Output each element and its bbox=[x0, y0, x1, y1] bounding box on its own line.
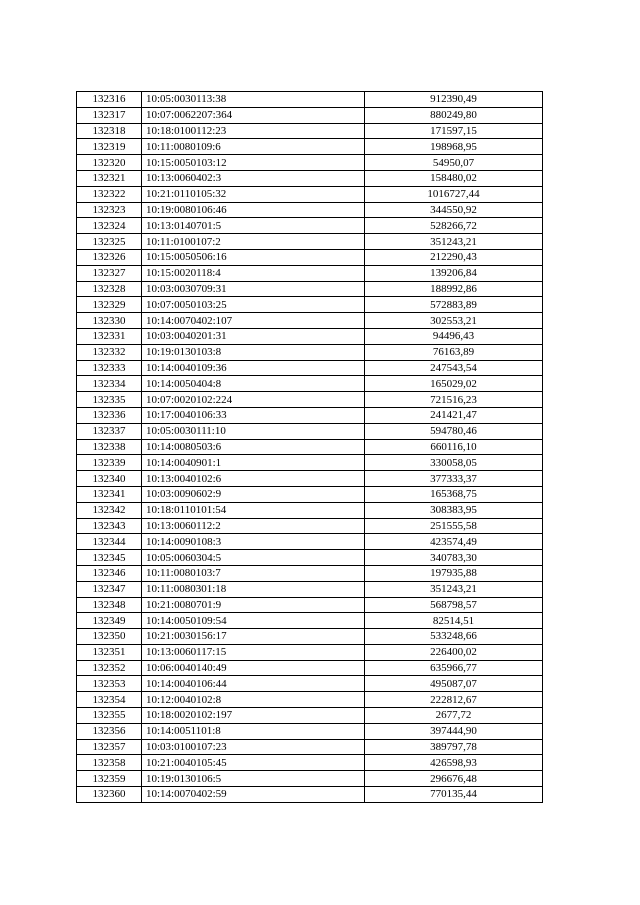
table-row bbox=[77, 249, 543, 265]
table-row bbox=[77, 739, 543, 755]
amount-cell: 770135,44 bbox=[365, 787, 543, 803]
row-id-cell: 132320 bbox=[77, 155, 142, 171]
row-id-cell: 132324 bbox=[77, 218, 142, 234]
table-row bbox=[77, 502, 543, 518]
row-id-cell: 132353 bbox=[77, 676, 142, 692]
cadastral-number-cell: 10:15:0050103:12 bbox=[142, 155, 365, 171]
table-row bbox=[77, 360, 543, 376]
table-row bbox=[77, 455, 543, 471]
table-row bbox=[77, 186, 543, 202]
amount-cell: 340783,30 bbox=[365, 550, 543, 566]
cadastral-number-cell: 10:19:0080106:46 bbox=[142, 202, 365, 218]
cadastral-number-cell: 10:13:0140701:5 bbox=[142, 218, 365, 234]
row-id-cell: 132317 bbox=[77, 107, 142, 123]
cadastral-number-cell: 10:07:0062207:364 bbox=[142, 107, 365, 123]
amount-cell: 198968,95 bbox=[365, 139, 543, 155]
row-id-cell: 132346 bbox=[77, 565, 142, 581]
table-row bbox=[77, 676, 543, 692]
amount-cell: 423574,49 bbox=[365, 534, 543, 550]
cadastral-number-cell: 10:12:0040102:8 bbox=[142, 692, 365, 708]
cadastral-number-cell: 10:06:0040140:49 bbox=[142, 660, 365, 676]
table-row bbox=[77, 407, 543, 423]
row-id-cell: 132330 bbox=[77, 313, 142, 329]
cadastral-number-cell: 10:05:0030113:38 bbox=[142, 92, 365, 108]
amount-cell: 212290,43 bbox=[365, 249, 543, 265]
table-row bbox=[77, 202, 543, 218]
row-id-cell: 132338 bbox=[77, 439, 142, 455]
cadastral-number-cell: 10:15:0050506:16 bbox=[142, 249, 365, 265]
row-id-cell: 132334 bbox=[77, 376, 142, 392]
row-id-cell: 132358 bbox=[77, 755, 142, 771]
amount-cell: 660116,10 bbox=[365, 439, 543, 455]
row-id-cell: 132345 bbox=[77, 550, 142, 566]
amount-cell: 296676,48 bbox=[365, 771, 543, 787]
row-id-cell: 132357 bbox=[77, 739, 142, 755]
row-id-cell: 132316 bbox=[77, 92, 142, 108]
row-id-cell: 132323 bbox=[77, 202, 142, 218]
table-row bbox=[77, 313, 543, 329]
cadastral-number-cell: 10:14:0050404:8 bbox=[142, 376, 365, 392]
row-id-cell: 132325 bbox=[77, 234, 142, 250]
cadastral-number-cell: 10:19:0130106:5 bbox=[142, 771, 365, 787]
cadastral-number-cell: 10:14:0040106:44 bbox=[142, 676, 365, 692]
amount-cell: 308383,95 bbox=[365, 502, 543, 518]
table-row bbox=[77, 708, 543, 724]
row-id-cell: 132349 bbox=[77, 613, 142, 629]
cadastral-number-cell: 10:07:0050103:25 bbox=[142, 297, 365, 313]
table-row bbox=[77, 328, 543, 344]
cadastral-number-cell: 10:14:0040109:36 bbox=[142, 360, 365, 376]
table-row bbox=[77, 723, 543, 739]
row-id-cell: 132336 bbox=[77, 407, 142, 423]
row-id-cell: 132342 bbox=[77, 502, 142, 518]
table-body bbox=[77, 92, 543, 803]
amount-cell: 880249,80 bbox=[365, 107, 543, 123]
cadastral-number-cell: 10:13:0060112:2 bbox=[142, 518, 365, 534]
table-row bbox=[77, 139, 543, 155]
row-id-cell: 132331 bbox=[77, 328, 142, 344]
cadastral-number-cell: 10:21:0030156:17 bbox=[142, 629, 365, 645]
amount-cell: 94496,43 bbox=[365, 328, 543, 344]
row-id-cell: 132344 bbox=[77, 534, 142, 550]
table-row bbox=[77, 297, 543, 313]
row-id-cell: 132350 bbox=[77, 629, 142, 645]
cadastral-number-cell: 10:07:0020102:224 bbox=[142, 392, 365, 408]
table-row bbox=[77, 660, 543, 676]
cadastral-number-cell: 10:14:0070402:107 bbox=[142, 313, 365, 329]
table-row bbox=[77, 613, 543, 629]
amount-cell: 351243,21 bbox=[365, 234, 543, 250]
cadastral-number-cell: 10:03:0040201:31 bbox=[142, 328, 365, 344]
amount-cell: 158480,02 bbox=[365, 170, 543, 186]
table-row bbox=[77, 234, 543, 250]
table-row bbox=[77, 644, 543, 660]
amount-cell: 721516,23 bbox=[365, 392, 543, 408]
row-id-cell: 132332 bbox=[77, 344, 142, 360]
amount-cell: 594780,46 bbox=[365, 423, 543, 439]
cadastral-number-cell: 10:14:0050109:54 bbox=[142, 613, 365, 629]
row-id-cell: 132321 bbox=[77, 170, 142, 186]
row-id-cell: 132327 bbox=[77, 265, 142, 281]
cadastral-number-cell: 10:14:0070402:59 bbox=[142, 787, 365, 803]
table-row bbox=[77, 155, 543, 171]
amount-cell: 426598,93 bbox=[365, 755, 543, 771]
amount-cell: 251555,58 bbox=[365, 518, 543, 534]
cadastral-number-cell: 10:05:0030111:10 bbox=[142, 423, 365, 439]
table-row bbox=[77, 281, 543, 297]
cadastral-number-cell: 10:13:0040102:6 bbox=[142, 471, 365, 487]
amount-cell: 528266,72 bbox=[365, 218, 543, 234]
row-id-cell: 132340 bbox=[77, 471, 142, 487]
amount-cell: 635966,77 bbox=[365, 660, 543, 676]
table-row bbox=[77, 771, 543, 787]
table-row bbox=[77, 518, 543, 534]
amount-cell: 389797,78 bbox=[365, 739, 543, 755]
amount-cell: 139206,84 bbox=[365, 265, 543, 281]
table-row bbox=[77, 486, 543, 502]
cadastral-number-cell: 10:18:0020102:197 bbox=[142, 708, 365, 724]
row-id-cell: 132348 bbox=[77, 597, 142, 613]
row-id-cell: 132351 bbox=[77, 644, 142, 660]
row-id-cell: 132355 bbox=[77, 708, 142, 724]
amount-cell: 344550,92 bbox=[365, 202, 543, 218]
row-id-cell: 132356 bbox=[77, 723, 142, 739]
row-id-cell: 132333 bbox=[77, 360, 142, 376]
cadastral-number-cell: 10:11:0080109:6 bbox=[142, 139, 365, 155]
row-id-cell: 132341 bbox=[77, 486, 142, 502]
row-id-cell: 132329 bbox=[77, 297, 142, 313]
amount-cell: 351243,21 bbox=[365, 581, 543, 597]
amount-cell: 572883,89 bbox=[365, 297, 543, 313]
amount-cell: 495087,07 bbox=[365, 676, 543, 692]
amount-cell: 165368,75 bbox=[365, 486, 543, 502]
amount-cell: 302553,21 bbox=[365, 313, 543, 329]
row-id-cell: 132339 bbox=[77, 455, 142, 471]
cadastral-number-cell: 10:14:0040901:1 bbox=[142, 455, 365, 471]
cadastral-number-cell: 10:21:0040105:45 bbox=[142, 755, 365, 771]
amount-cell: 226400,02 bbox=[365, 644, 543, 660]
table-row bbox=[77, 92, 543, 108]
table-row bbox=[77, 376, 543, 392]
table-row bbox=[77, 123, 543, 139]
amount-cell: 76163,89 bbox=[365, 344, 543, 360]
row-id-cell: 132360 bbox=[77, 787, 142, 803]
table-row bbox=[77, 629, 543, 645]
amount-cell: 533248,66 bbox=[365, 629, 543, 645]
cadastral-number-cell: 10:11:0100107:2 bbox=[142, 234, 365, 250]
table-row bbox=[77, 471, 543, 487]
table-row bbox=[77, 550, 543, 566]
table-row bbox=[77, 692, 543, 708]
cadastral-number-cell: 10:14:0051101:8 bbox=[142, 723, 365, 739]
table-row bbox=[77, 265, 543, 281]
table-row bbox=[77, 597, 543, 613]
amount-cell: 54950,07 bbox=[365, 155, 543, 171]
amount-cell: 1016727,44 bbox=[365, 186, 543, 202]
cadastral-number-cell: 10:15:0020118:4 bbox=[142, 265, 365, 281]
row-id-cell: 132328 bbox=[77, 281, 142, 297]
row-id-cell: 132337 bbox=[77, 423, 142, 439]
table-row bbox=[77, 107, 543, 123]
amount-cell: 247543,54 bbox=[365, 360, 543, 376]
cadastral-number-cell: 10:19:0130103:8 bbox=[142, 344, 365, 360]
cadastral-number-cell: 10:03:0030709:31 bbox=[142, 281, 365, 297]
table-row bbox=[77, 344, 543, 360]
cadastral-number-cell: 10:21:0110105:32 bbox=[142, 186, 365, 202]
amount-cell: 568798,57 bbox=[365, 597, 543, 613]
amount-cell: 330058,05 bbox=[365, 455, 543, 471]
amount-cell: 377333,37 bbox=[365, 471, 543, 487]
cadastral-number-cell: 10:03:0100107:23 bbox=[142, 739, 365, 755]
row-id-cell: 132359 bbox=[77, 771, 142, 787]
amount-cell: 2677,72 bbox=[365, 708, 543, 724]
table-row bbox=[77, 565, 543, 581]
row-id-cell: 132352 bbox=[77, 660, 142, 676]
table-row bbox=[77, 439, 543, 455]
amount-cell: 171597,15 bbox=[365, 123, 543, 139]
row-id-cell: 132322 bbox=[77, 186, 142, 202]
cadastral-number-cell: 10:18:0110101:54 bbox=[142, 502, 365, 518]
table-row bbox=[77, 581, 543, 597]
cadastral-number-cell: 10:14:0090108:3 bbox=[142, 534, 365, 550]
amount-cell: 397444,90 bbox=[365, 723, 543, 739]
amount-cell: 188992,86 bbox=[365, 281, 543, 297]
amount-cell: 241421,47 bbox=[365, 407, 543, 423]
cadastral-number-cell: 10:21:0080701:9 bbox=[142, 597, 365, 613]
row-id-cell: 132318 bbox=[77, 123, 142, 139]
amount-cell: 222812,67 bbox=[365, 692, 543, 708]
cadastral-number-cell: 10:11:0080103:7 bbox=[142, 565, 365, 581]
table-row bbox=[77, 218, 543, 234]
row-id-cell: 132326 bbox=[77, 249, 142, 265]
data-table bbox=[76, 91, 543, 803]
cadastral-number-cell: 10:13:0060402:3 bbox=[142, 170, 365, 186]
cadastral-number-cell: 10:03:0090602:9 bbox=[142, 486, 365, 502]
cadastral-number-cell: 10:14:0080503:6 bbox=[142, 439, 365, 455]
row-id-cell: 132343 bbox=[77, 518, 142, 534]
amount-cell: 197935,88 bbox=[365, 565, 543, 581]
table-row bbox=[77, 755, 543, 771]
cadastral-number-cell: 10:11:0080301:18 bbox=[142, 581, 365, 597]
cadastral-number-cell: 10:18:0100112:23 bbox=[142, 123, 365, 139]
table-row bbox=[77, 170, 543, 186]
amount-cell: 912390,49 bbox=[365, 92, 543, 108]
cadastral-number-cell: 10:17:0040106:33 bbox=[142, 407, 365, 423]
cadastral-number-cell: 10:05:0060304:5 bbox=[142, 550, 365, 566]
table-row bbox=[77, 423, 543, 439]
amount-cell: 82514,51 bbox=[365, 613, 543, 629]
row-id-cell: 132347 bbox=[77, 581, 142, 597]
amount-cell: 165029,02 bbox=[365, 376, 543, 392]
row-id-cell: 132335 bbox=[77, 392, 142, 408]
table-row bbox=[77, 787, 543, 803]
row-id-cell: 132354 bbox=[77, 692, 142, 708]
row-id-cell: 132319 bbox=[77, 139, 142, 155]
table-row bbox=[77, 392, 543, 408]
cadastral-number-cell: 10:13:0060117:15 bbox=[142, 644, 365, 660]
table-row bbox=[77, 534, 543, 550]
